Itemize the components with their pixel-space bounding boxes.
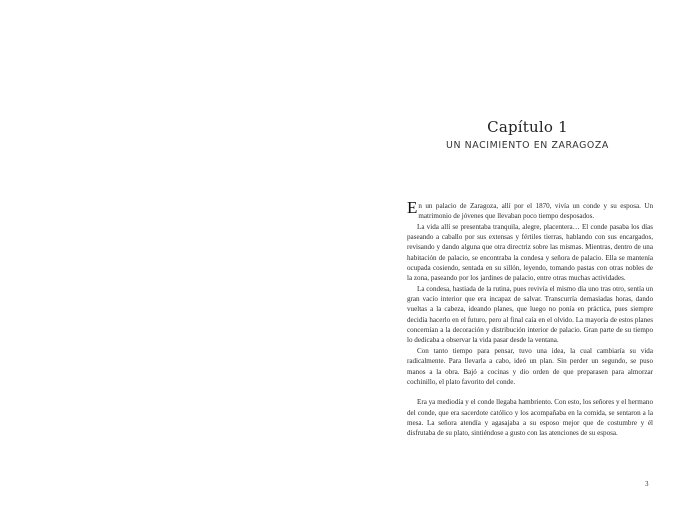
paragraph-3: La condesa, hastiada de la rutina, pues revivía el mismo día uno tras otro, sentía un gran vacío interior que era incapaz de salvar. Transcurría demasiadas horas, dando vueltas a la cabeza, ideando planes, que luego no ponía en práctica, pues siempre decidía hacerlo en el futuro, pero al final caía en el olvido. La mayoría de estos planes concernían a la decoración y distribución interior de palacio. Gran parte de su tiempo lo dedicaba a observar la vida pasar desde la ventana. xyxy=(407,284,653,345)
paragraph-2: La vida allí se presentaba tranquila, alegre, placentera… El conde pasaba los días paseando a caballo por sus extensas y fértiles tierras, hablando con sus encargados, revisando y dando alguna que otra directriz sobre las mismas. Mientras, dentro de una habitación de palacio, se encontraba la condesa y señora de palacio. Ella se mantenía ocupada cosiendo, sentada en su sillón, leyendo, tomando pastas con otras nobles de la zona, paseando por los jardines de palacio, entre otras muchas actividades. xyxy=(407,222,653,283)
chapter-subtitle: UN NACIMIENTO EN ZARAGOZA xyxy=(446,140,609,151)
paragraph-5: Era ya mediodía y el conde llegaba hambriento. Con esto, los señores y el hermano del conde, que era sacerdote católico y los acompañaba en la comida, se sentaron a la mesa. La señora atendía y agasajaba a su esposo mejor que de costumbre y él disfrutaba de su plato, sintiéndose a gusto con las atenciones de su esposa. xyxy=(407,398,653,438)
chapter-body xyxy=(407,198,653,439)
chapter-title: Capítulo 1 xyxy=(487,118,568,136)
paragraph-4: Con tanto tiempo para pensar, tuvo una idea, la cual cambiaría su vida radicalmente. Para llevarla a cabo, ideó un plan. Sin perder un segundo, se puso manos a la obra. Bajó a cocinas y dio orden de que preparasen para almorzar cochinillo, el plato favorito del conde. xyxy=(407,346,653,386)
paragraph-1 xyxy=(407,198,653,222)
dropcap: E xyxy=(407,198,418,217)
page-number: 3 xyxy=(645,480,649,488)
paragraph-1-text: n un palacio de Zaragoza, allí por el 1870, vivía un conde y su esposa. Un matrimonio de jóvenes que llevaban poco tiempo desposados. xyxy=(418,202,653,221)
